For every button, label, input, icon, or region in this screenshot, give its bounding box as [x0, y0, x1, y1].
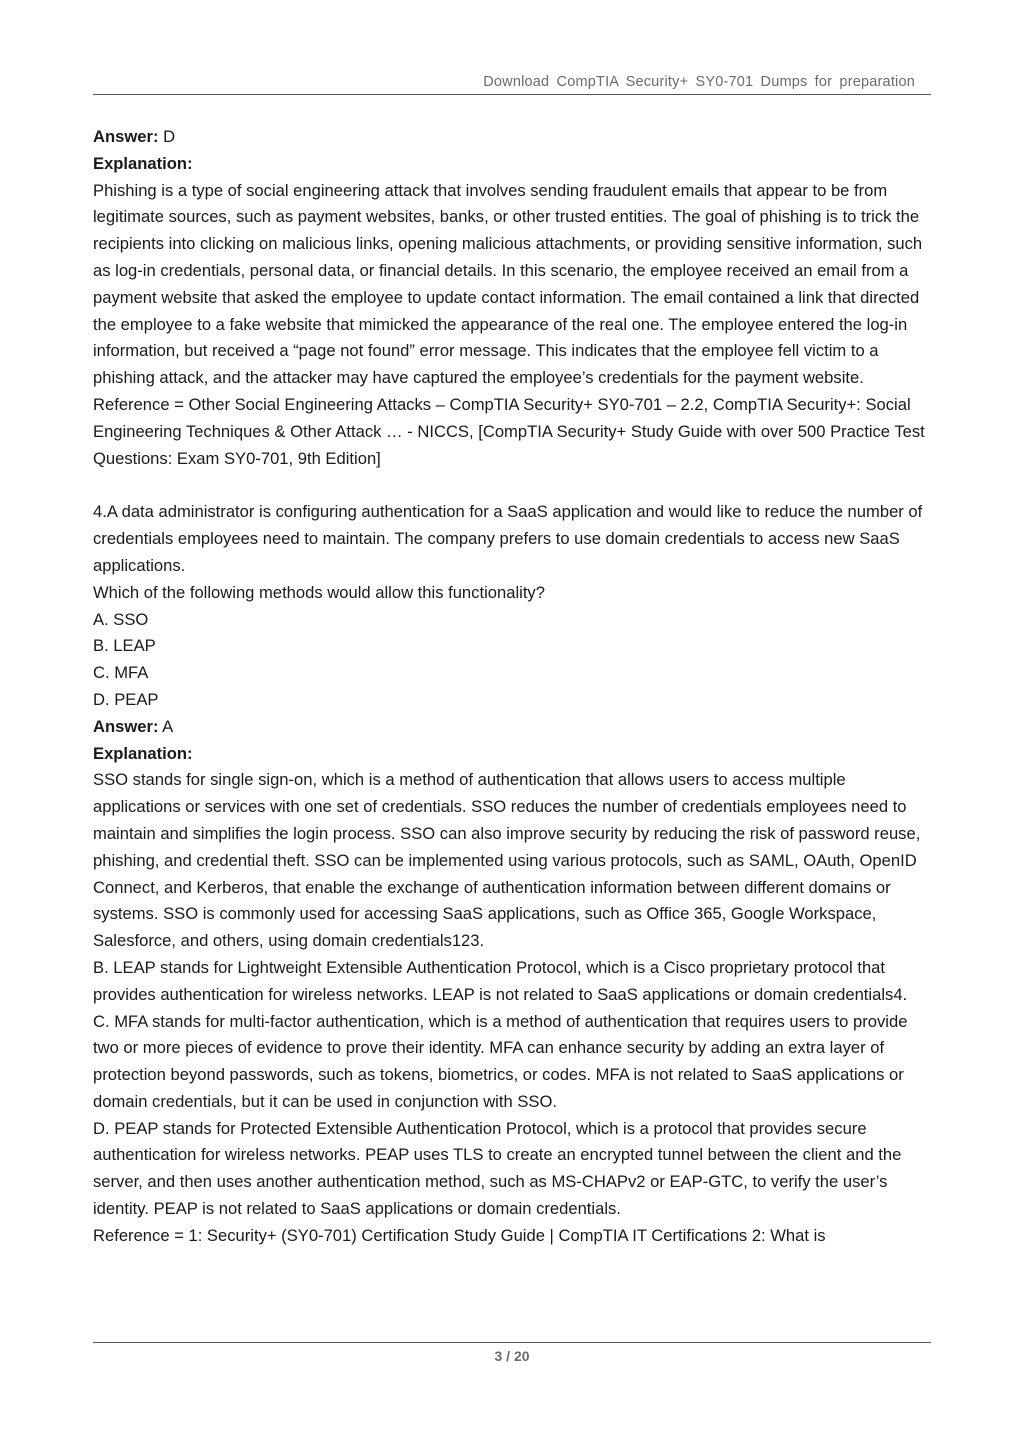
answer-value: A	[158, 716, 174, 736]
reference-q3: Reference = Other Social Engineering Attacks – CompTIA Security+ SY0-701 – 2.2, CompTIA Security+: Social Engineering Techniques & Other Attack … - NICCS, [CompTIA Security+ Study Guide with over 500 Practice Test Questions: Exam SY0-701, 9th Edition]	[93, 394, 925, 468]
explanation-text-q3: Phishing is a type of social engineering attack that involves sending fraudulent emails that appear to be from legitimate sources, such as payment websites, banks, or other trusted entities. The goal of phishing is to trick the recipients into clicking on malicious links, opening malicious attachments, or providing sensitive information, such as log-in credentials, personal data, or financial details. In this scenario, the employee received an email from a payment website that asked the employee to update contact information. The email contained a link that directed the employee to a fake website that mimicked the appearance of the real one. The employee entered the log-in information, but received a “page not found” error message. This indicates that the employee fell victim to a phishing attack, and the attacker may have captured the employee’s credentials for the payment website.	[93, 180, 923, 388]
answer-value: D	[158, 127, 176, 146]
reference-q4: Reference = 1: Security+ (SY0-701) Certification Study Guide | CompTIA IT Certifications 2: What is	[93, 1225, 826, 1245]
explanation-peap: D. PEAP stands for Protected Extensible Authentication Protocol, which is a protocol that provides secure authentication for wireless networks. PEAP uses TLS to create an encrypted tunnel between the client and the server, and then uses another authentication method, such as MS-CHAPv2 or EAP-GTC, to verify the user’s identity. PEAP is not related to SaaS applications or domain credentials.	[93, 1118, 902, 1219]
answer-line-q4	[93, 714, 935, 741]
option-c: C. MFA	[93, 663, 149, 683]
page-footer	[93, 1342, 931, 1364]
option-d: D. PEAP	[93, 689, 159, 709]
answer-label: Answer:	[93, 127, 159, 146]
explanation-leap: B. LEAP stands for Lightweight Extensible Authentication Protocol, which is a Cisco proprietary protocol that provides authentication for wireless networks. LEAP is not related to SaaS applications or domain credentials4.	[93, 957, 908, 1004]
header-title: Download CompTIA Security+ SY0-701 Dumps for preparation	[483, 74, 915, 90]
answer-line-q3	[93, 124, 935, 151]
page-content	[93, 124, 935, 1250]
option-b: B. LEAP	[93, 636, 156, 656]
explanation-sso: SSO stands for single sign-on, which is a method of authentication that allows users to access multiple applications or services with one set of credentials. SSO reduces the number of credentials employees need to maintain and simplifies the login process. SSO can also improve security by reducing the risk of password reuse, phishing, and credential theft. SSO can be implemented using various protocols, such as SAML, OAuth, OpenID Connect, and Kerberos, that enable the exchange of authentication information between different domains or systems. SSO is commonly used for accessing SaaS applications, such as Office 365, Google Workspace, Salesforce, and others, using domain credentials123.	[93, 770, 921, 951]
option-a: A. SSO	[93, 609, 149, 629]
answer-label: Answer:	[93, 716, 159, 736]
question-4-text: 4.A data administrator is configuring authentication for a SaaS application and would like to reduce the number of credentials employees need to maintain. The company prefers to use domain credentials to access new SaaS applications.	[93, 502, 923, 575]
explanation-mfa: C. MFA stands for multi-factor authentication, which is a method of authentication that requires users to provide two or more pieces of evidence to prove their identity. MFA can enhance security by adding an extra layer of protection beyond passwords, such as tokens, biometrics, or codes. MFA is not related to SaaS applications or domain credentials, but it can be used in conjunction with SSO.	[93, 1011, 908, 1111]
paragraph-gap	[93, 472, 935, 499]
page-number: 3 / 20	[494, 1348, 530, 1364]
explanation-heading-q3: Explanation:	[93, 153, 193, 173]
page-header	[93, 72, 931, 95]
explanation-heading-q4: Explanation:	[93, 743, 193, 763]
question-4-prompt: Which of the following methods would allow this functionality?	[93, 582, 545, 602]
